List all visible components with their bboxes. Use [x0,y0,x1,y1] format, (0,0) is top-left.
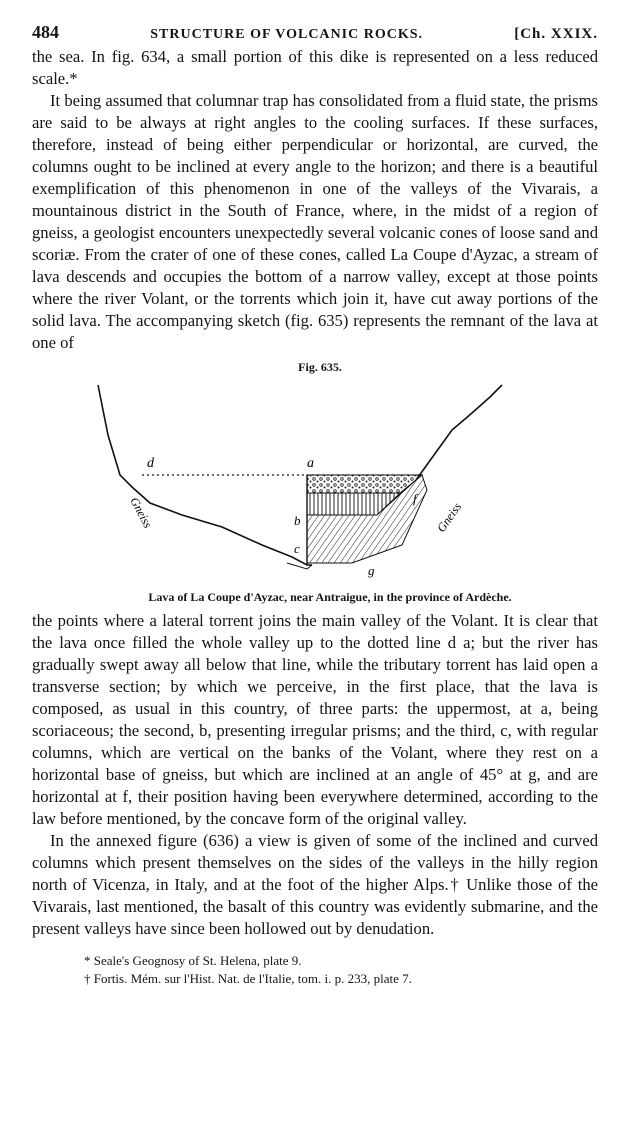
running-header [32,22,598,46]
label-a: a [307,456,314,471]
footnote-2: † Fortis. Mém. sur l'Hist. Nat. de l'Italie, tom. i. p. 233, plate 7. [84,971,412,986]
label-b: b [294,513,301,528]
chapter-label: [Ch. XXIX. [514,26,598,42]
figure-label: Fig. 635. [298,360,342,374]
valley-section-diagram [32,375,598,585]
label-d: d [147,456,154,471]
page [32,22,598,988]
right-valley-wall [416,385,502,480]
paragraph-3: the points where a lateral torrent joins the main valley of the Volant. It is clear that the lava once filled the whole valley up to the dotted line d a; but the river has gradually swept away all below that line, while the tributary torrent has laid open a transverse section; by which we perceive, in the first place, that the lava is composed, as usual in this country, of three parts: the uppermost, at a, being scoriaceous; the second, b, presenting irregular prisms; and the third, c, with regular columns, which are vertical on the banks of the Volant, where they rest on a horizontal base of gneiss, but which are inclined at an angle of 45° at g, and are horizontal at f, their position having been everywhere determined, according to the law before mentioned, by the concave form of the original valley. [32,611,598,828]
paragraph-4: In the annexed figure (636) a view is given of some of the inclined and curved columns which present themselves on the sides of the valleys in the hilly region north of Vicenza, in Italy, and at the foot of the higher Alps.† Unlike those of the Vivarais, last mentioned, the basalt of this country was evidently submarine, and the present valleys have since been hollowed out by denudation. [32,831,598,938]
label-c: c [294,541,300,556]
paragraph-2: It being assumed that columnar trap has consolidated from a fluid state, the prisms are said to be always at right angles to the cooling surfaces. If these surfaces, therefore, instead of being either perpendicular or horizontal, are curved, the columns ought to be inclined at every angle to the horizon; and there is a beautiful exemplification of this phenomenon in one of the valleys of the Vivarais, a mountainous district in the South of France, where, in the midst of a region of gneiss, a geologist encounters unexpectedly several volcanic cones of loose sand and scoriæ. From the crater of one of these cones, called La Coupe d'Ayzac, a stream of lava descends and occupies the bottom of a narrow valley, except at those points where the river Volant, or the torrents which join it, have cut away portions of the solid lava. The accompanying sketch (fig. 635) represents the remnant of the lava at one of [32,91,598,352]
label-g: g [368,563,375,578]
footnotes [32,952,598,988]
figure-caption: Lava of La Coupe d'Ayzac, near Antraigue, in the province of Ardèche. [148,590,512,604]
paragraph-1: the sea. In fig. 634, a small portion of this dike is represented on a less reduced scale.* [32,47,598,88]
running-title: STRUCTURE OF VOLCANIC ROCKS. [150,27,423,42]
rock-label-right: Gneiss [433,499,465,535]
footnote-1: * Seale's Geognosy of St. Helena, plate 9. [84,953,302,968]
rock-label-left: Gneiss [127,494,156,531]
figure-635 [32,360,598,610]
label-f: f [413,491,417,506]
valley-profile [98,385,312,565]
page-number: 484 [32,22,59,42]
